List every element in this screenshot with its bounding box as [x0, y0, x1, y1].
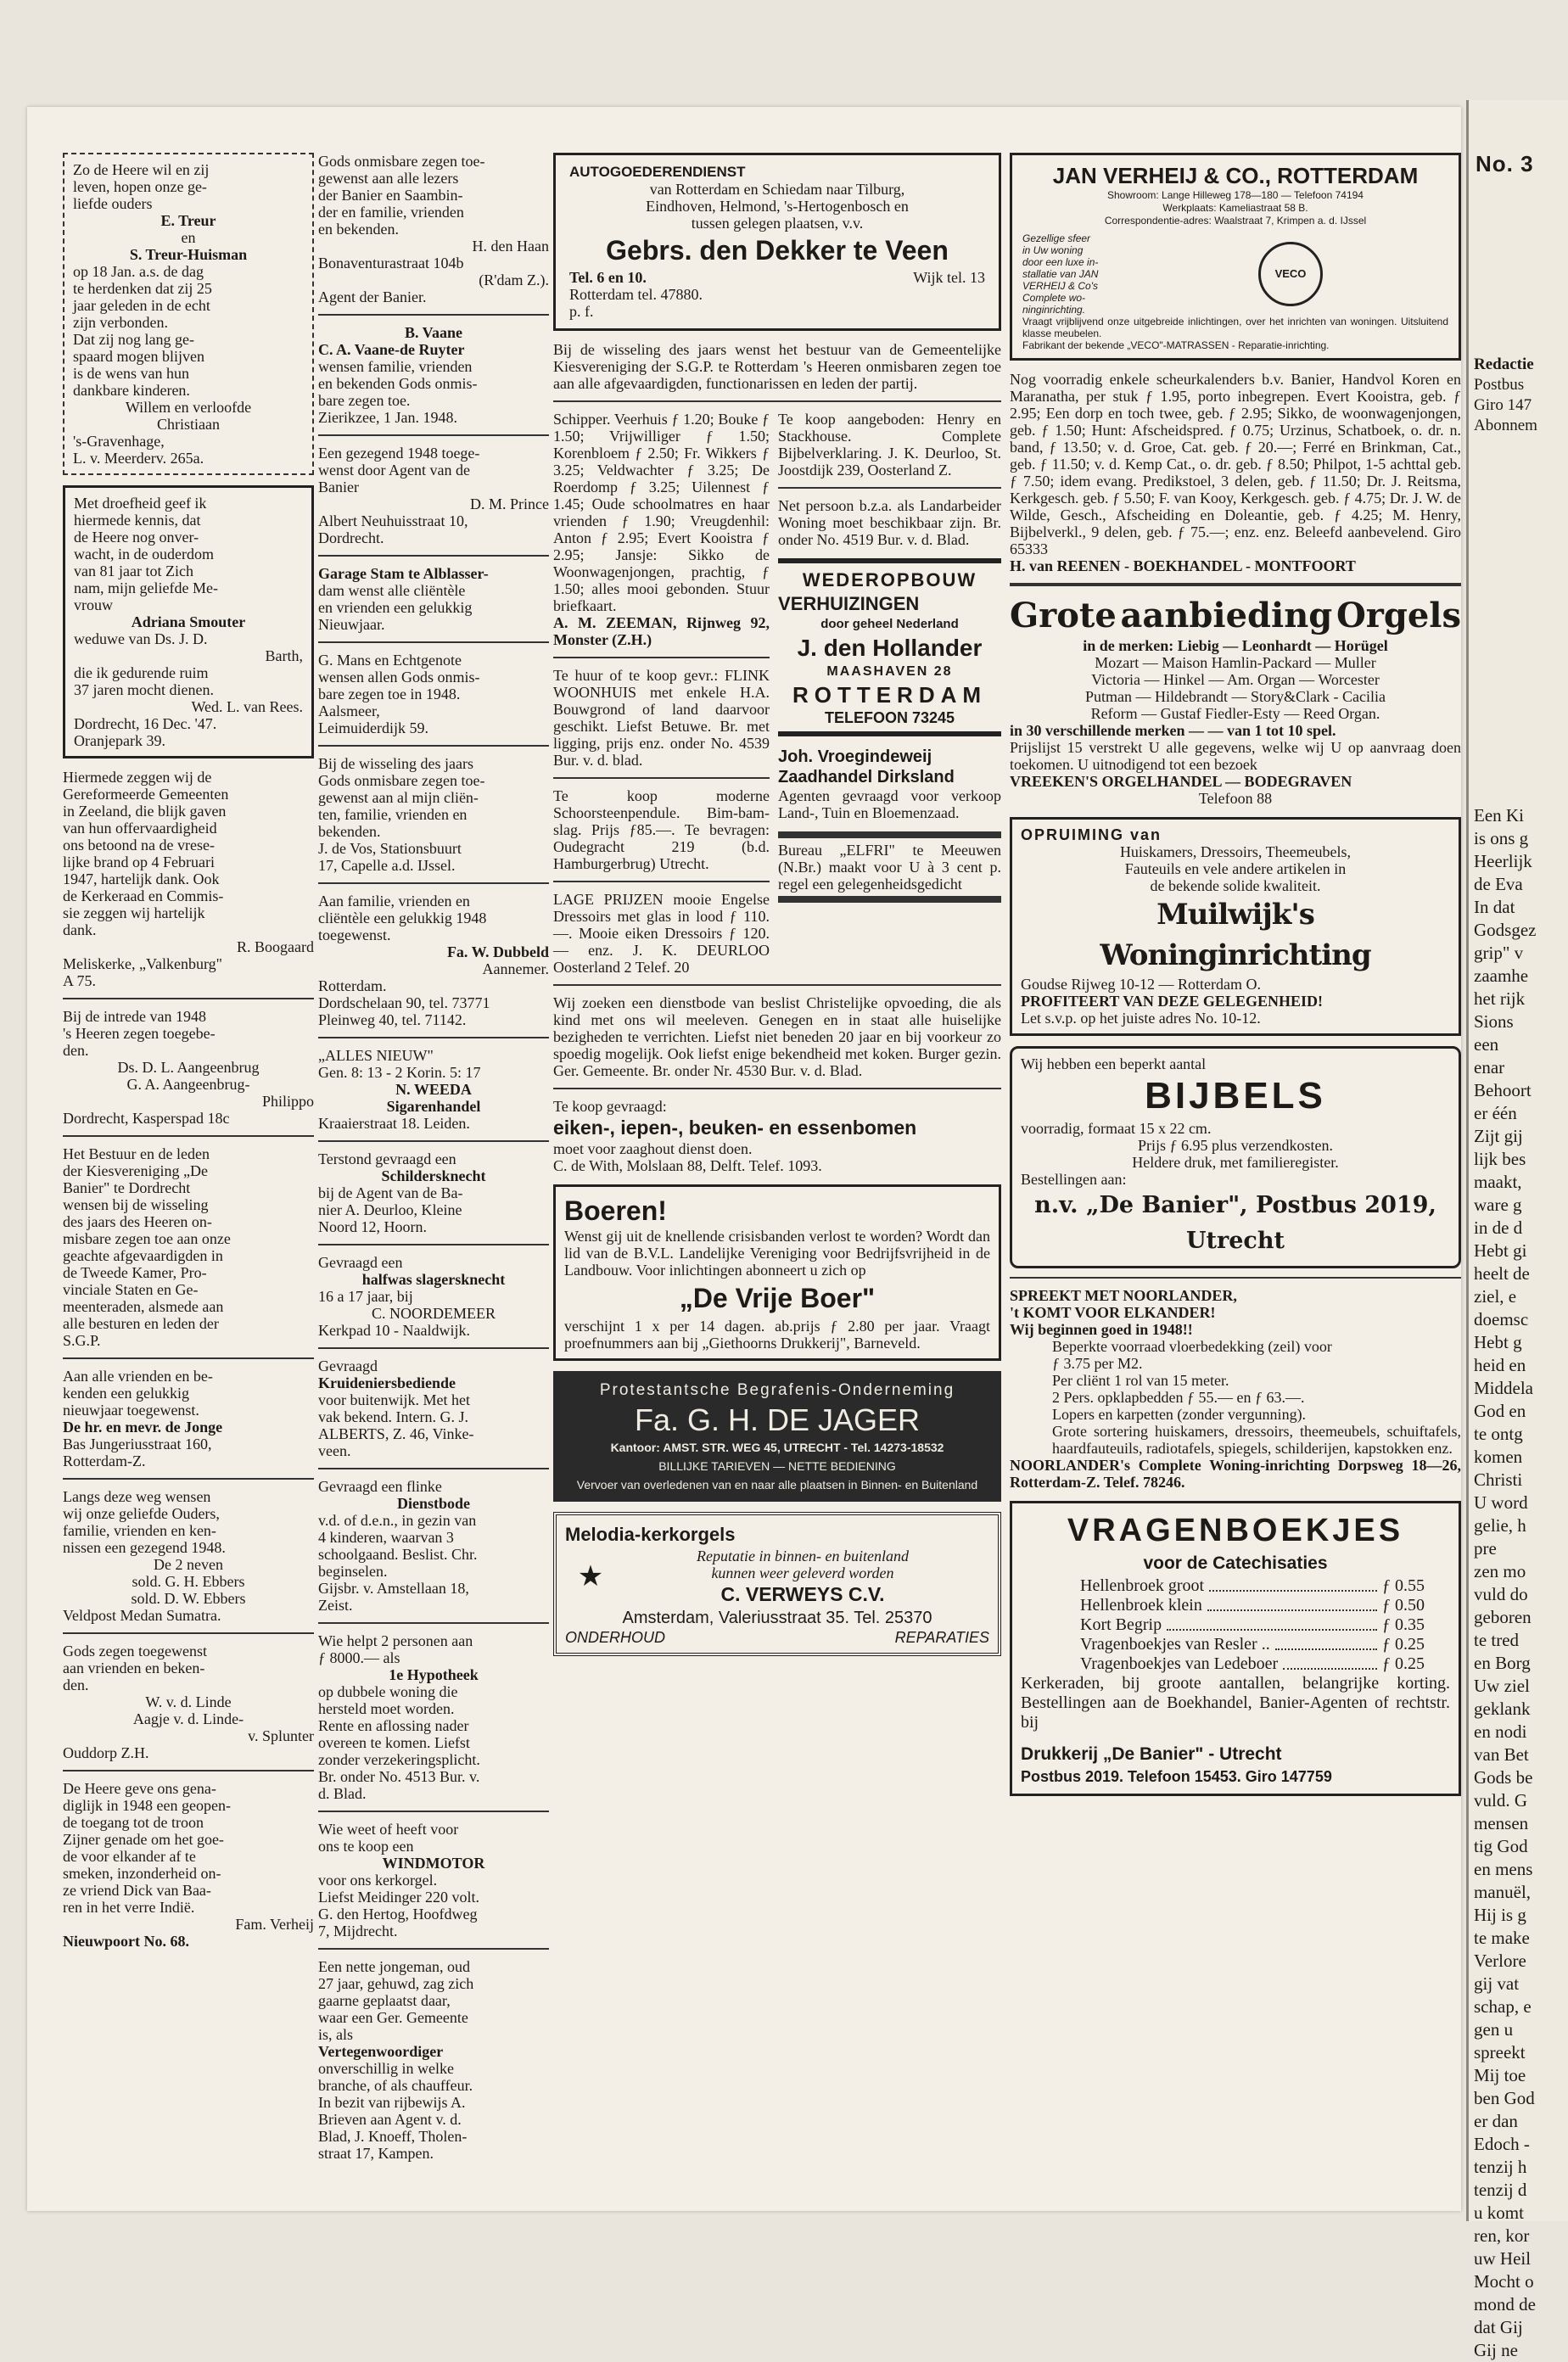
- fragment-line: maakt,: [1474, 1172, 1522, 1192]
- fragment-line: Gods be: [1474, 1767, 1533, 1788]
- column-middle: [553, 153, 1001, 1656]
- fragment-line: van Bet: [1474, 1744, 1529, 1765]
- fragment-line: pre: [1474, 1538, 1497, 1559]
- fragment-line: Uw ziel: [1474, 1676, 1530, 1696]
- ad-hypotheek: Wie helpt 2 personen aan ƒ 8000.— als 1e Hypotheek op dubbele woning die hersteld moet worden. Rente en aflossing nader overeen te komen. Liefst zonder verzekeringsplicht. Br. onder No. 4513 Bur. v. d. Blad.: [318, 1632, 480, 1802]
- ad-wederopbouw: WEDEROPBOUW VERHUIZINGEN door geheel Nederland J. den Hollander MAASHAVEN 28 ROTTERDAM TELEFOON 73245: [778, 558, 1001, 736]
- fragment-line: Sions: [1474, 1011, 1514, 1032]
- notice-jonge: Aan alle vrienden en be- kenden een gelukkig nieuwjaar toegewenst. De hr. en mevr. de Jonge Bas Jungeriusstraat 160, Rotterdam-Z.: [63, 1368, 223, 1469]
- fragment-line: er één: [1474, 1103, 1517, 1123]
- fragment-line: spreekt: [1474, 2042, 1526, 2063]
- fragment-line: Verlore: [1474, 1951, 1526, 1971]
- fragment-line: Zijt gij: [1474, 1126, 1523, 1146]
- newspaper-page: [27, 107, 1461, 2211]
- fragment-line: Godsgez: [1474, 920, 1537, 940]
- fragment-line: vuld. G: [1474, 1790, 1527, 1811]
- fragment-line: vuld do: [1474, 1584, 1528, 1604]
- masthead-fragment: Redactie Postbus Giro 147 Abonnem: [1474, 355, 1537, 434]
- column-2: [318, 153, 549, 2162]
- fragment-line: dat Gij: [1474, 2317, 1523, 2337]
- ad-elfri: Bureau „ELFRI" te Meeuwen (N.Br.) maakt voor U à 3 cent p. regel een gelegenheidsgedicht: [778, 831, 1001, 903]
- ad-noorlander: SPREEKT MET NOORLANDER, 't KOMT VOOR ELKANDER! Wij beginnen goed in 1948!! Beperkte voorraad vloerbedekking (zeil) voor ƒ 3.75 per M2. Per cliënt 1 rol van 15 meter. 2 Pers. opklapbedden ƒ 55.— en ƒ 63.—. Lopers en karpetten (zonder vergunning). Grote sortering huiskamers, dressoirs, theemeubels, schuiftafels, haardfauteuils, radiotafels, spiegels, schilderijen, kapstokken enz. NOORLANDER's Complete Woning-inrichting Dorpsweg 18—26, Rotterdam-Z. Telef. 78246.: [1010, 1287, 1461, 1491]
- ad-dienstbode: Gevraagd een flinke Dienstbode v.d. of d.e.n., in gezin van 4 kinderen, waarvan 3 schoolgaand. Beslist. Chr. beginselen. Gijsbr. v. Amstellaan 18, Zeist.: [318, 1478, 478, 1614]
- ad-jongeman: Een nette jongeman, oud 27 jaar, gehuwd, zag zich gaarne geplaatst daar, waar een Ger. Gemeente is, als Vertegenwoordiger onverschillig in welke branche, of als chauffeur. In bezit van rijbewijs A. Brieven aan Agent v. d. Blad, J. Knoeff, Tholen- straat 17, Kampen.: [318, 1958, 474, 2162]
- ad-schilder: Terstond gevraagd een Schildersknecht bij de Agent van de Ba- nier A. Deurloo, Kleine Noord 12, Hoorn.: [318, 1150, 486, 1235]
- fragment-line: geklank: [1474, 1699, 1531, 1719]
- fragment-line: te tred: [1474, 1630, 1520, 1650]
- fragment-line: mensen: [1474, 1813, 1529, 1833]
- announcement-treur: Zo de Heere wil en zij leven, hopen onze ge- liefde ouders E. Treur en S. Treur-Huisman op 18 Jan. a.s. de dag te herdenken dat zij 25 jaar geleden in de echt zijn verbonden. Dat zij nog lang ge- spaard mogen blijven is de wens van hun dankbare kinderen. Willem en verloofde Christiaan 's-Gravenhage, L. v. Meerderv. 265a.: [63, 153, 314, 475]
- fragment-line: ziel, e: [1474, 1286, 1517, 1307]
- ad-bomen: Te koop gevraagd: eiken-, iepen-, beuken- en essenbomen moet voor zaaghout dienst doen. C. de With, Molslaan 88, Delft. Telef. 1093.: [553, 1098, 917, 1174]
- reenen-footer: H. van REENEN - BOEKHANDEL - MONTFOORT: [1010, 557, 1356, 574]
- fragment-line: te make: [1474, 1928, 1530, 1948]
- column-right: [1010, 153, 1461, 1796]
- notice-haan: Gods onmisbare zegen toe- gewenst aan alle lezers der Banier en Saambin- der en familie, vrienden en bekenden. H. den Haan Bonaventurastraat 104b (R'dam Z.). Agent der Banier.: [318, 153, 549, 305]
- price-row: Hellenbroek groot ƒ 0.55: [1080, 1576, 1425, 1595]
- ad-vragenboekjes: VRAGENBOEKJES voor de Catechisaties Hellenbroek groot ƒ 0.55 Hellenbroek klein ƒ 0.50 Kort Begrip ƒ 0.35 Vragenboekjes van Resler .. ƒ 0.25 Vragenboekjes van Ledeboer ƒ 0.25 Kerkeraden, bij groote aantallen, belangrijke korting. Bestellingen aan de Boekhandel, Banier-Agenten of rechtstr. bij Drukkerij „De Banier" - Utrecht Postbus 2019. Telefoon 15453. Giro 147759: [1010, 1501, 1461, 1796]
- fragment-line: en mens: [1474, 1859, 1533, 1879]
- fragment-line: Mij toe: [1474, 2065, 1526, 2085]
- notice-mans: G. Mans en Echtgenote wensen allen Gods onmis- bare zegen toe in 1948. Aalsmeer, Leimuiderdijk 59.: [318, 652, 480, 736]
- fragment-line: tenzij h: [1474, 2157, 1527, 2177]
- fragment-line: schap, e: [1474, 1996, 1532, 2017]
- fragment-line: Edoch -: [1474, 2134, 1530, 2154]
- fragment-line: God en: [1474, 1401, 1526, 1421]
- small-ads-area: [553, 411, 1001, 976]
- notice-dubbeld: Aan familie, vrienden en cliëntèle een gelukkig 1948 toegewenst. Fa. W. Dubbeld Aannemer. Rotterdam. Dordschelaan 90, tel. 73771 Pleinweg 40, tel. 71142.: [318, 893, 549, 1028]
- notice-prince: Een gezegend 1948 toege- wenst door Agent van de Banier D. M. Prince Albert Neuhuisstraat 10, Dordrecht.: [318, 445, 549, 546]
- fragment-line: komen: [1474, 1447, 1523, 1467]
- notice-bestuur: Het Bestuur en de leden der Kiesvereniging „De Banier" te Dordrecht wensen bij de wisseling des jaars des Heeren on- misbare zegen toe aan onze geachte afgevaardigden in de Tweede Kamer, Pro- vinciale Staten en Ge- meenteraden, alsmede aan alle besturen en leden der S.G.P.: [63, 1145, 231, 1349]
- ad-windmotor: Wie weet of heeft voor ons te koop een WINDMOTOR voor ons kerkorgel. Liefst Meidinger 220 volt. G. den Hertog, Hoofdweg 7, Mijdrecht.: [318, 1821, 485, 1939]
- page-number: No. 3: [1476, 151, 1534, 176]
- fragment-line: manuël,: [1474, 1882, 1532, 1902]
- fragment-line: een: [1474, 1034, 1499, 1055]
- notice-boogaard: Hiermede zeggen wij de Gereformeerde Gemeenten in Zeeland, die blijk gaven van hun offervaardigheid ons betoond na de vrese- lijke brand op 4 Februari 1947, hartelijk dank. Ook de Kerkeraad en Commis- sie zeggen wij hartelijk dank. R. Boogaard Meliskerke, „Valkenburg" A 75.: [63, 769, 314, 989]
- column-1: [63, 153, 314, 1950]
- fragment-line: Heerlijk: [1474, 851, 1532, 871]
- fragment-line: ben God: [1474, 2088, 1535, 2108]
- fragment-line: gij vat: [1474, 1973, 1520, 1994]
- fragment-line: Gij ne: [1474, 2340, 1518, 2360]
- fragment-line: uw Heil: [1474, 2248, 1532, 2269]
- fragment-line: tenzij d: [1474, 2180, 1527, 2200]
- fragment-line: ware g: [1474, 1195, 1522, 1215]
- notice-vaane: B. Vaane C. A. Vaane-de Ruyter wensen familie, vrienden en bekenden Gods onmis- bare zegen toe. Zierikzee, 1 Jan. 1948.: [318, 324, 478, 426]
- price-row: Kort Begrip ƒ 0.35: [1080, 1615, 1425, 1634]
- fragment-line: enar: [1474, 1057, 1505, 1077]
- fragment-line: U word: [1474, 1492, 1528, 1513]
- ad-muilwijk: OPRUIMING van Huiskamers, Dressoirs, Theemeubels, Fauteuils en vele andere artikelen in de bekende solide kwaliteit. Muilwijk's Woninginrichting Goudse Rijweg 10-12 — Rotterdam O. PROFITEERT VAN DEZE GELEGENHEID! Let s.v.p. op het juiste adres No. 10-12.: [1010, 817, 1461, 1036]
- fragment-line: u komt: [1474, 2202, 1524, 2223]
- fragment-line: zen mo: [1474, 1561, 1526, 1581]
- notice-aangeenbrug: Bij de intrede van 1948 's Heeren zegen toegebe- den. Ds. D. L. Aangeenbrug G. A. Aangeenbrug- Philippo Dordrecht, Kasperspad 18c: [63, 1008, 314, 1127]
- ad-boeren: Boeren! Wenst gij uit de knellende crisisbanden verlost te worden? Wordt dan lid van de B.V.L. Landelijke Vereniging voor Bedrijfsvrijheid in de Landbouw. Voor inlichtingen abonneert u zich op „De Vrije Boer" verschijnt 1 x per 14 dagen. ab.prijs ƒ 2.80 per jaar. Vraagt proefnummers aan bij „Giethoorns Drukkerij", Barneveld.: [553, 1184, 1001, 1361]
- next-page-strip: [1466, 100, 1568, 2360]
- notice-stam: Garage Stam te Alblasser- dam wenst alle cliëntèle en vrienden een gelukkig Nieuwjaar.: [318, 565, 489, 633]
- fragment-line: grip" v: [1474, 943, 1524, 963]
- notice-linde: Gods zegen toegewenst aan vrienden en beken- den. W. v. d. Linde Aagje v. d. Linde- v. Splunter Ouddorp Z.H.: [63, 1643, 314, 1761]
- fragment-line: tig God: [1474, 1836, 1528, 1856]
- ad-de-jager: Protestantsche Begrafenis-Onderneming Fa. G. H. DE JAGER Kantoor: AMST. STR. WEG 45, UTRECHT - Tel. 14273-18532 BILLIJKE TARIEVEN — NETTE BEDIENING Vervoer van overledenen van en naar alle plaatsen in Binnen- en Buitenland: [553, 1371, 1001, 1502]
- ad-slager: Gevraagd een halfwas slagersknecht 16 a 17 jaar, bij C. NOORDEMEER Kerkpad 10 - Naaldwijk.: [318, 1254, 506, 1339]
- small-ads-left: Schipper. Veerhuis ƒ 1.20; Bouke ƒ 1.50; Vrijwilliger ƒ 1.50; Korenbloem ƒ 2.50; Fr. Wikkers ƒ 3.25; Veldwachter ƒ 3.25; De Roerdomp ƒ 3.25; Uilennest ƒ 1.45; Oude schoolmatres en haar vrienden ƒ 1.90; Vreugdenhil: Anton ƒ 2.95; Evert Kooistra ƒ 2.95; Jansje: Sikko de Woonwagenjongen, prachtig, ƒ 1.50; alles mooi gebonden. Stuur briefkaart. A. M. ZEEMAN, Rijnweg 92, Monster (Z.H.) Te huur of te koop gevr.: FLINK WOONHUIS met enkele H.A. Bouwgrond of land daarvoor geschikt. Liefst Betuwe. Br. met ligging, prijs enz. onder No. 4539 Bur. v. d. blad. Te koop moderne Schoorsteenpendule. Bim-bam-slag. Prijs ƒ85.—. Te bevragen: Oudegracht 219 (b.d. Hamburgerbrug) Utrecht. LAGE PRIJZEN mooie Engelse Dressoirs met glas in lood ƒ 110.—. Mooie eiken Dressoirs ƒ 120.— enz. J. K. DEURLOO Oosterland 2 Telef. 20: [553, 411, 770, 976]
- notice-weeda: „ALLES NIEUW" Gen. 8: 13 - 2 Korin. 5: 17 N. WEEDA Sigarenhandel Kraaierstraat 18. Leiden.: [318, 1047, 481, 1132]
- fragment-line: geboren: [1474, 1607, 1532, 1627]
- fragment-line: Christi: [1474, 1469, 1523, 1490]
- fragment-line: lijk bes: [1474, 1149, 1526, 1169]
- fragment-line: er dan: [1474, 2111, 1518, 2131]
- reenen-body: Nog voorradig enkele scheurkalenders b.v. Banier, Handvol Koren en Maranatha, per stuk ƒ 1.95, porto inbegrepen. Evert Kooistra, geb. ƒ 2.95; Een dorp en toch twee, geb. ƒ 2.95; Sikko, de woonwagenjongen, geb. ƒ 1.50; Hunt: Afscheidspred. ƒ 0.75; Urzinus, Schatboek, o. dr. n. band, ƒ 13.50; v. d. Groe, Cat. geb. ƒ 20.—; Ferré en Brinkman, Cat., geb. ƒ 11.50; v. d. Kemp Cat., o. dr. geb. ƒ 8.50; Philpot, 1-5 achttal geb. ƒ 7.50; idem evang. Predikstoel, 3 delen, geb. ƒ 11.50; Dr. J. Reitsma, Kerkgesch. geb. ƒ 5.50; F. van Kooy, Kerkgesch. geb. ƒ 4.75; Dr. J. W. de Wilde, Gesch., Afscheiding en Doleantie, geb. ƒ 4.25; M. Henry, Bijbelverkl., 9 delen, geb. ƒ 75.—; enz. enz. Beleefd aanbevelend. Giro 65333: [1010, 371, 1461, 557]
- article-fragment: [1474, 804, 1567, 2362]
- ad-bijbels: Wij hebben een beperkt aantal BIJBELS voorradig, formaat 15 x 22 cm. Prijs ƒ 6.95 plus verzendkosten. Heldere druk, met familieregister. Bestellingen aan: n.v. „De Banier", Postbus 2019, Utrecht: [1010, 1046, 1461, 1268]
- wisseling-notice: Bij de wisseling des jaars wenst het bestuur van de Gemeentelijke Kiesvereniging der S.G.P. te Rotterdam 's Heeren onmisbaren zegen toe aan alle afgevaardigden, functionarissen en leden der partij.: [553, 341, 1001, 392]
- fragment-line: is ons g: [1474, 828, 1529, 848]
- fragment-line: heid en: [1474, 1355, 1526, 1375]
- price-row: Vragenboekjes van Resler .. ƒ 0.25: [1080, 1635, 1425, 1654]
- fragment-line: Hebt g: [1474, 1332, 1522, 1352]
- fragment-line: de Eva: [1474, 874, 1523, 894]
- fragment-line: Hebt gi: [1474, 1240, 1527, 1261]
- fragment-line: doemsc: [1474, 1309, 1529, 1329]
- fragment-line: Hij is g: [1474, 1905, 1526, 1925]
- fragment-line: In dat: [1474, 897, 1515, 917]
- fragment-line: Mocht o: [1474, 2271, 1534, 2292]
- fragment-line: en nodi: [1474, 1721, 1527, 1742]
- fragment-line: in de d: [1474, 1217, 1523, 1238]
- price-row: Vragenboekjes van Ledeboer ƒ 0.25: [1080, 1654, 1425, 1673]
- fragment-line: het rijk: [1474, 988, 1526, 1009]
- veco-logo-icon: VECO: [1258, 242, 1323, 306]
- fragment-line: Een Ki: [1474, 805, 1524, 826]
- fragment-line: gelie, h: [1474, 1515, 1526, 1536]
- announcement-smouter: Met droefheid geef ik hiermede kennis, dat de Heere nog onver- wacht, in de ouderdom van 81 jaar tot Zich nam, mijn geliefde Me- vrouw Adriana Smouter weduwe van Ds. J. D. Barth, die ik gedurende ruim 37 jaren mocht dienen. Wed. L. van Rees. Dordrecht, 16 Dec. '47. Oranjepark 39.: [63, 485, 314, 758]
- ad-dienstbode-wanted: Wij zoeken een dienstbode van beslist Christelijke opvoeding, die als kind met ons wil meeleven. Genegen en in staat alle huiselijke bezigheden te verrichten. Liefst niet beneden 20 jaar en bij voorkeur zo spoedig mogelijk. Ook liefst enige bekendheid met koken. Burger gezin. Ger. Gemeente. Br. onder Nr. 4530 Bur. v. d. Blad.: [553, 994, 1001, 1079]
- notice-verheij: De Heere geve ons gena- diglijk in 1948 een geopen- de toegang tot de troon Zijner genade om het goe- de voor elkander af te smeken, inzonderheid on- ze vriend Dick van Baa- ren in het verre Indië. Fam. Verheij Nieuwpoort No. 68.: [63, 1780, 314, 1950]
- fragment-line: zaamhe: [1474, 966, 1529, 986]
- fragment-line: Behoort: [1474, 1080, 1532, 1100]
- ad-orgels: Grote aanbieding Orgels in de merken: Liebig — Leonhardt — Horügel Mozart — Maison Hamlin-Packard — Muller Victoria — Hinkel — Am. Organ — Worcester Putman — Hildebrandt — Story&Clark - Cacilia Reform — Gustaf Fiedler-Esty — Reed Organ. in 30 verschillende merken — — van 1 tot 10 spel. Prijslijst 15 verstrekt U alle gegevens, welke wij U op aanvraag doen toekomen. U uitnodigend tot een bezoek VREEKEN'S ORGELHANDEL — BODEGRAVEN Telefoon 88: [1010, 596, 1461, 807]
- notice-vos: Bij de wisseling des jaars Gods onmisbare zegen toe- gewenst aan al mijn cliën- ten, familie, vrienden en bekenden. J. de Vos, Stationsbuurt 17, Capelle a.d. IJssel.: [318, 755, 485, 874]
- fragment-line: gen u: [1474, 2019, 1514, 2040]
- fragment-line: en Borg: [1474, 1653, 1531, 1673]
- fragment-line: te ontg: [1474, 1424, 1523, 1444]
- fragment-line: mond de: [1474, 2294, 1536, 2314]
- ad-kruidenier: Gevraagd Kruideniersbediende voor buitenwijk. Met het vak bekend. Intern. G. J. ALBERTS, Z. 46, Vinke- veen.: [318, 1357, 474, 1459]
- ad-jan-verheij: JAN VERHEIJ & CO., ROTTERDAM Showroom: Lange Hilleweg 178—180 — Telefoon 74194 Werkplaats: Kameliastraat 58 B. Correspondentie-adres: Waalstraat 7, Krimpen a. d. IJssel Gezellige sfeer in Uw woning door een luxe in- stallatie van JAN VERHEIJ & Co's Complete wo- ninginrichting. VECO Vraagt vrijblijvend onze uitgebreide inlichtingen, over het inrichten van woningen. Uitsluitend klasse meubelen. Fabrikant der bekende „VECO"-MATRASSEN - Reparatie-inrichting.: [1010, 153, 1461, 361]
- ad-autogoederendienst: AUTOGOEDERENDIENST van Rotterdam en Schiedam naar Tilburg, Eindhoven, Helmond, 's-Hertogenbosch en tussen gelegen plaatsen, v.v. Gebrs. den Dekker te Veen Tel. 6 en 10. Wijk tel. 13 Rotterdam tel. 47880. p. f.: [553, 153, 1001, 331]
- price-row: Hellenbroek klein ƒ 0.50: [1080, 1596, 1425, 1615]
- star-icon: ★: [577, 1561, 604, 1592]
- fragment-line: Middela: [1474, 1378, 1533, 1398]
- notice-ebbers: Langs deze weg wensen wij onze geliefde Ouders, familie, vrienden en ken- nissen een gezegend 1948. De 2 neven sold. G. H. Ebbers sold. D. W. Ebbers Veldpost Medan Sumatra.: [63, 1488, 246, 1624]
- fragment-line: heelt de: [1474, 1263, 1530, 1284]
- ad-melodia: Melodia-kerkorgels ★ Reputatie in binnen- en buitenland kunnen weer geleverd worden C. VERWEYS C.V. Amsterdam, Valeriusstraat 35. Tel. 25370 ONDERHOUD REPARATIES: [553, 1512, 1001, 1656]
- small-ads-right: Te koop aangeboden: Henry en Stackhouse. Complete Bijbelverklaring. J. K. Deurloo, St. Joostdijk 239, Oosterland Z. Net persoon b.z.a. als Landarbeider Woning moet beschikbaar zijn. Br. onder No. 4519 Bur. v. d. Blad. WEDEROPBOUW VERHUIZINGEN door geheel Nederland J. den Hollander MAASHAVEN 28 ROTTERDAM TELEFOON 73245 Joh. Vroegindeweij Zaadhandel Dirksland Agenten gevraagd voor verkoop Land-, Tuin en Bloemenzaad. Bureau „ELFRI" te Meeuwen (N.Br.) maakt voor U à 3 cent p. regel een gelegenheidsgedicht: [778, 411, 1001, 976]
- fragment-line: ren, kor: [1474, 2225, 1530, 2246]
